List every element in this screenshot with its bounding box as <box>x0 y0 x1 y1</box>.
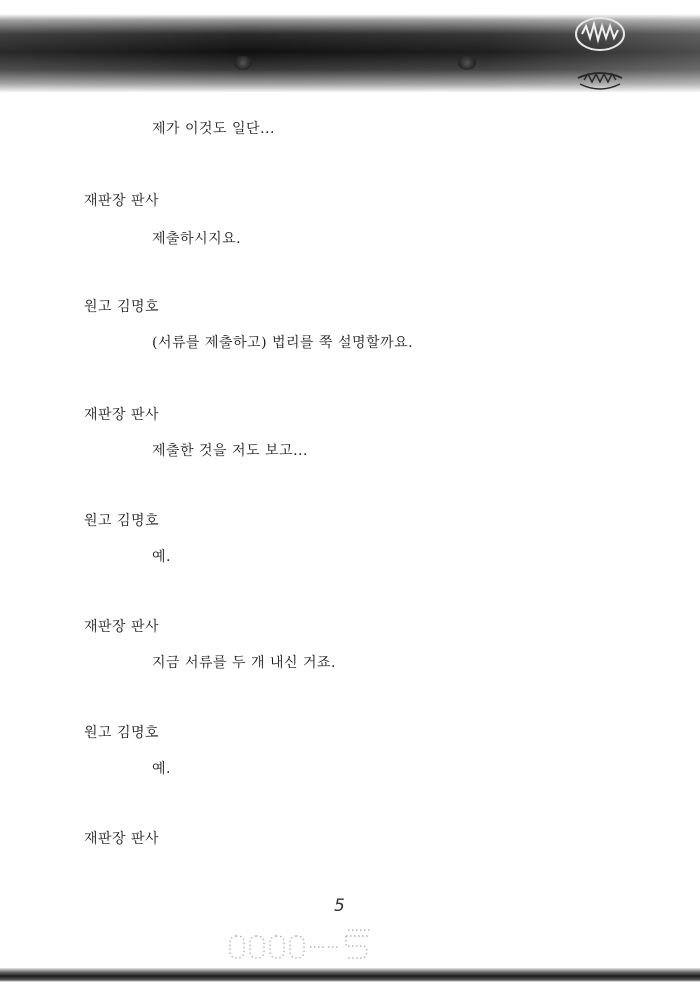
speaker-name: 원고 김명호 <box>84 725 160 741</box>
utterance-text: 지금 서류를 두 개 내신 거죠. <box>152 655 336 671</box>
court-seal-icon <box>572 14 628 94</box>
dotted-number-stamp-icon <box>228 928 374 964</box>
utterance-text: 제출한 것을 저도 보고... <box>152 443 308 459</box>
speaker-name: 재판장 판사 <box>84 619 160 635</box>
page-number: 5 <box>334 896 345 916</box>
speaker-name: 재판장 판사 <box>84 407 160 423</box>
utterance-text: 제출하시지요. <box>152 231 242 247</box>
speaker-name: 원고 김명호 <box>84 513 160 529</box>
punch-hole-left <box>234 56 252 70</box>
speaker-name: 재판장 판사 <box>84 193 160 209</box>
punch-hole-right <box>458 56 476 70</box>
utterance-text: 제가 이것도 일단... <box>152 121 275 137</box>
utterance-text: 예. <box>152 761 171 777</box>
speaker-name: 원고 김명호 <box>84 299 160 315</box>
utterance-text: (서류를 제출하고) 법리를 쭉 설명할까요. <box>152 335 414 351</box>
utterance-text: 예. <box>152 549 171 565</box>
speaker-name: 재판장 판사 <box>84 831 160 847</box>
scan-band-bottom <box>0 968 700 982</box>
